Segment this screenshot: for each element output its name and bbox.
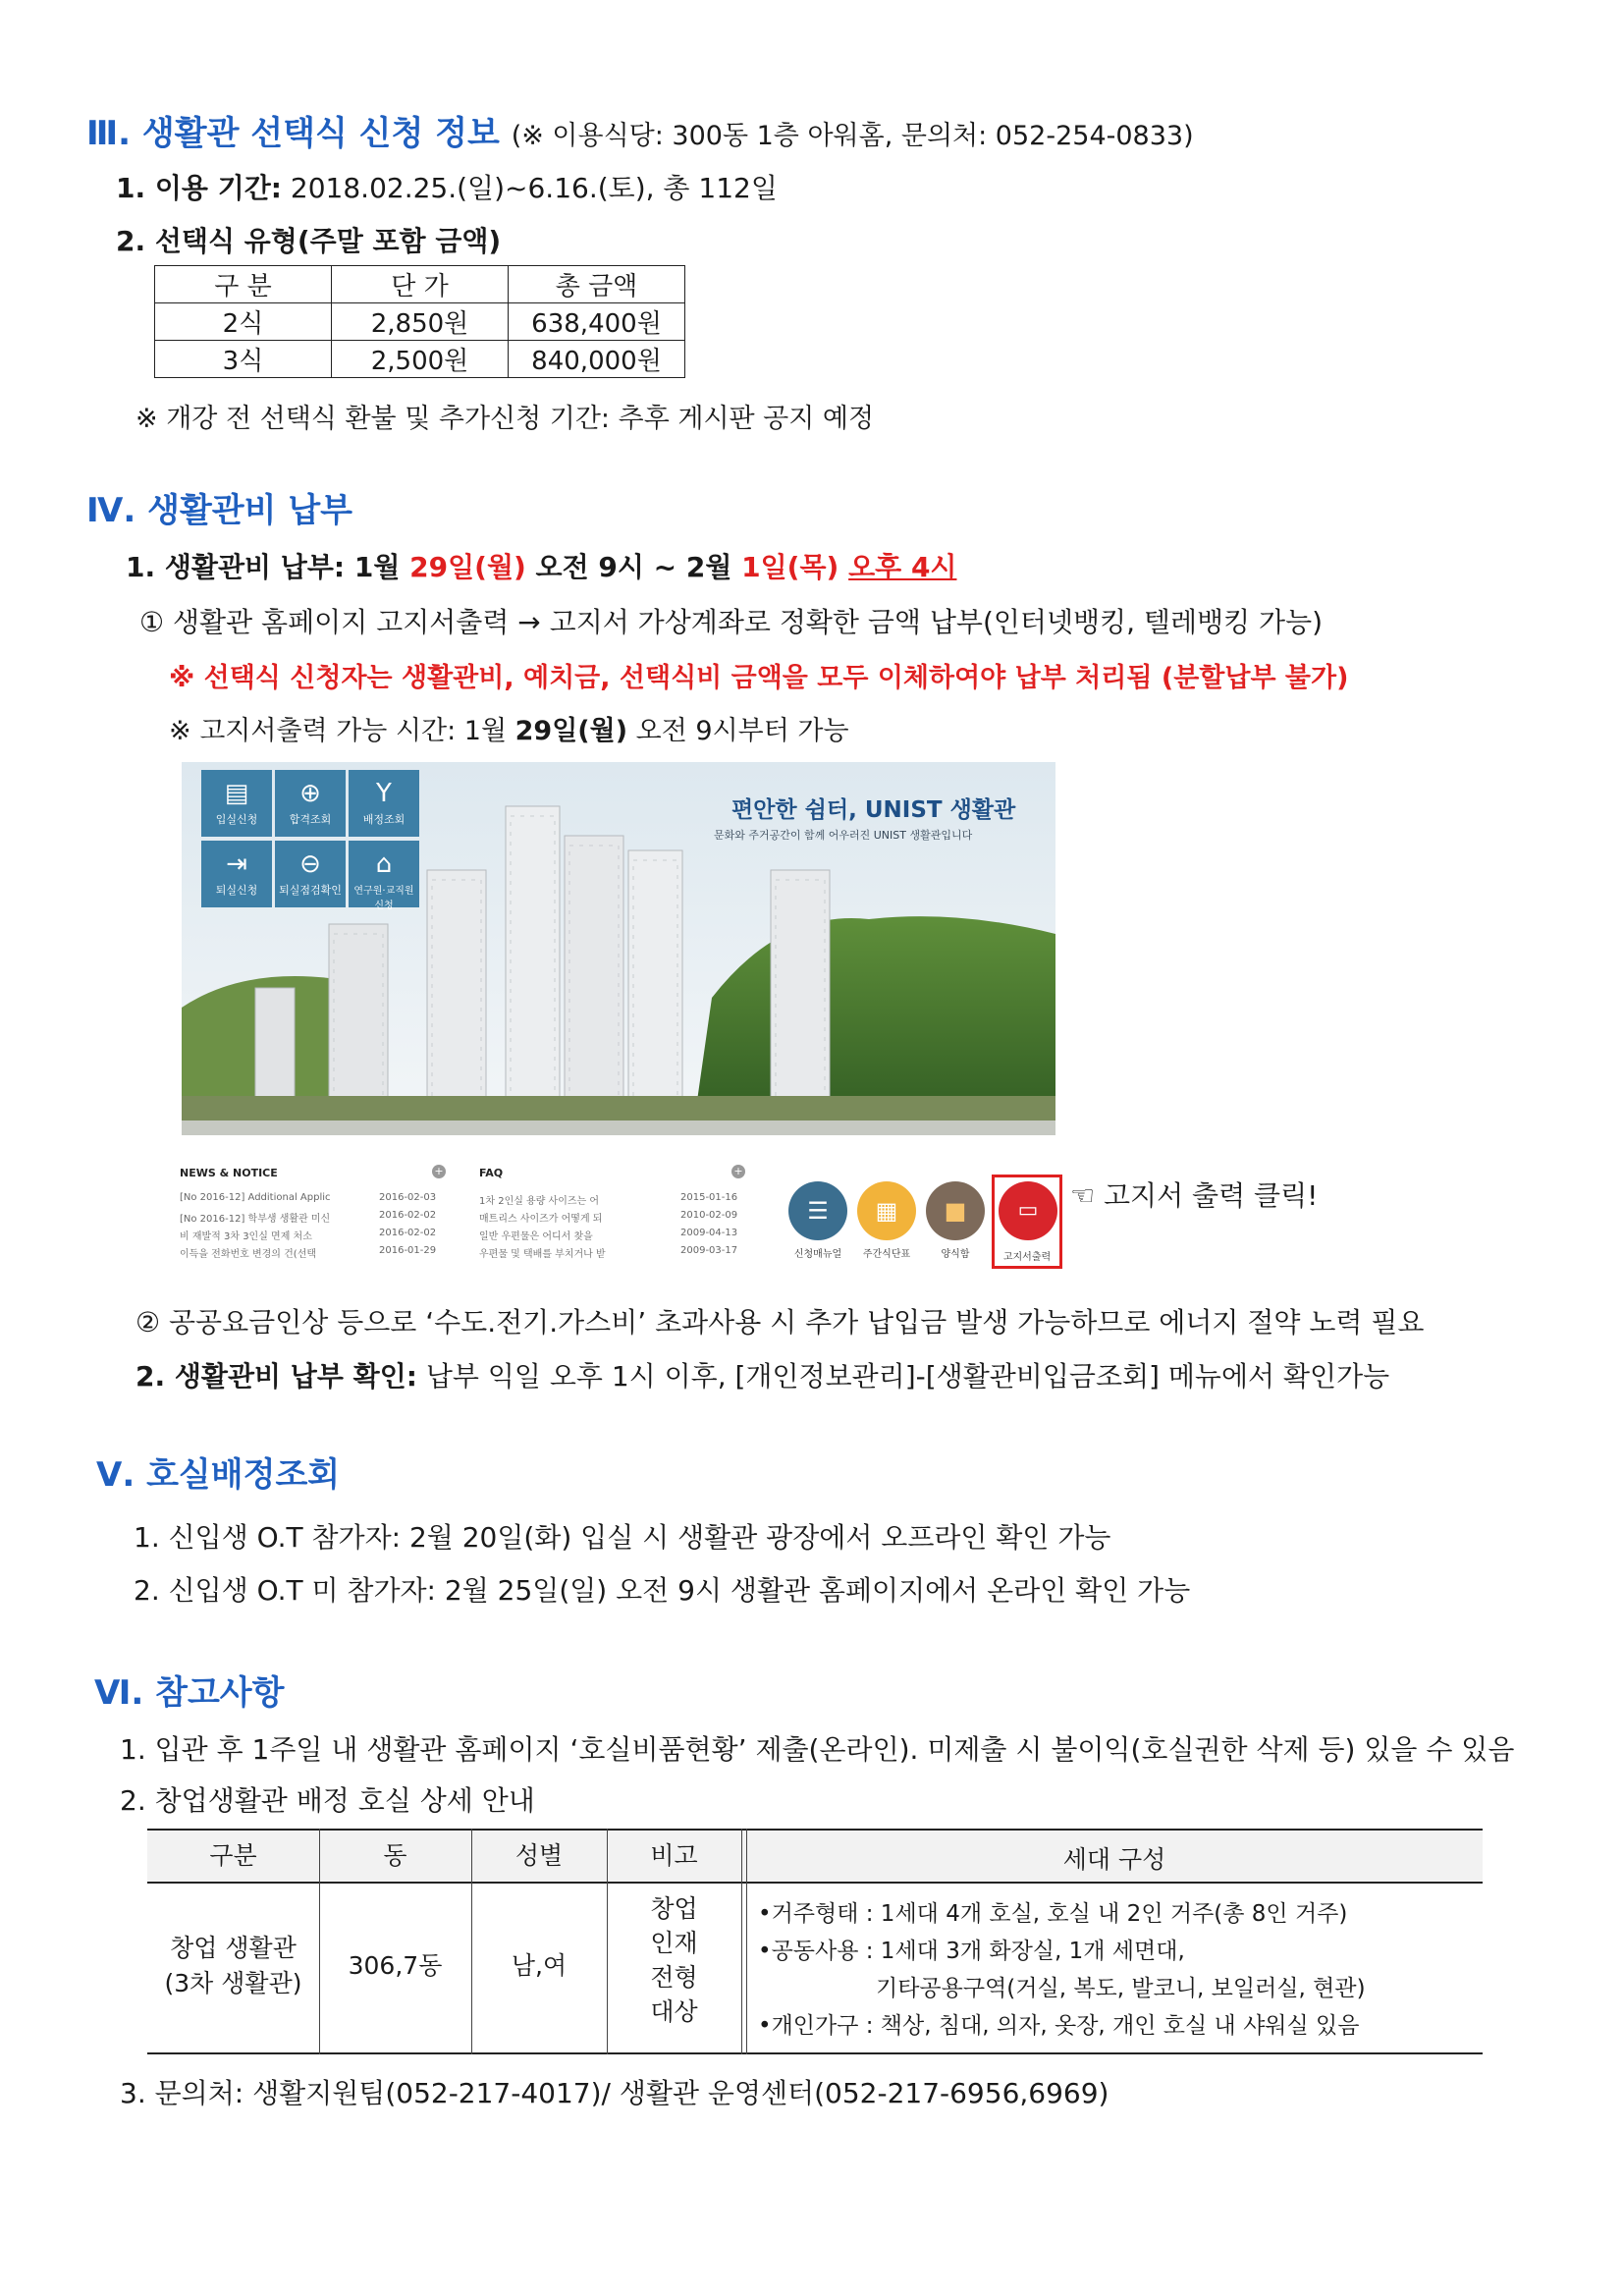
table-header-cell: 동 <box>383 1841 407 1870</box>
news-item-date: 2016-02-03 <box>379 1192 437 1203</box>
faq-item-date: 2009-03-17 <box>680 1245 738 1256</box>
plus-icon[interactable]: + <box>432 1165 446 1178</box>
section-3-title <box>86 106 1194 154</box>
section-6-title: Ⅵ. 참고사항 <box>94 1673 285 1713</box>
composition-line: •거주형태 : 1세대 4개 호실, 호실 내 2인 거주(총 8인 거주) <box>758 1901 1348 1927</box>
payment-period-label: 1. 생활관비 납부: 1월 <box>126 551 410 583</box>
news-item[interactable] <box>180 1192 331 1203</box>
composition-line: •개인가구 : 책상, 침대, 의자, 옷장, 개인 호실 내 샤워실 있음 <box>758 2013 1360 2039</box>
composition-line: •공동사용 : 1세대 3개 화장실, 1개 세면대, <box>758 1939 1185 1964</box>
bill-print-time-label: ※ 고지서출력 가능 시간: 1월 <box>169 716 515 746</box>
table-cell: 638,400원 <box>509 303 685 341</box>
dorm-building: 306,7동 <box>348 1951 443 1980</box>
table-bottom-rule <box>147 2052 1483 2054</box>
dorm-name-sub: (3차 생활관) <box>164 1969 302 1997</box>
click-note: ☜ 고지서 출력 클릭! <box>1070 1179 1319 1212</box>
payment-confirm <box>135 1355 1389 1394</box>
faq-item[interactable] <box>479 1192 599 1207</box>
payment-method: ① 생활관 홈페이지 고지서출력 → 고지서 가상계좌로 정확한 금액 납부(인터넷뱅킹, 텔레뱅킹 가능) <box>139 606 1324 638</box>
tile-label: 연구원·교직원 신청 <box>353 886 414 911</box>
payment-period <box>126 546 956 585</box>
table-cell: 2식 <box>155 303 332 341</box>
payment-warning: ※ 선택식 신청자는 생활관비, 예치금, 선택식비 금액을 모두 이체하여야 납부 처리됨 (분할납부 불가) <box>169 663 1349 693</box>
table-header-cell: 단 가 <box>332 266 509 303</box>
manual-icon: ☰ <box>807 1197 829 1225</box>
circle-label: 양식함 <box>941 1249 970 1260</box>
faq-item-title: 일반 우편물은 어디서 찾을 <box>479 1231 593 1242</box>
refund-note: ※ 개강 전 선택식 환불 및 추가신청 기간: 추후 게시판 공지 예정 <box>135 404 875 434</box>
table-header-cell: 총 금액 <box>509 266 685 303</box>
payment-period-mid: 오전 9시 ~ 2월 <box>525 551 742 583</box>
faq-item-title: 우편물 및 택배를 부치거나 받 <box>479 1249 606 1260</box>
payment-confirm-value: 납부 익일 오후 1시 이후, [개인정보관리]-[생활관비입금조회] 메뉴에서 확인가능 <box>416 1360 1390 1393</box>
faq-item-title: 1차 2인실 용량 사이즈는 어 <box>479 1196 600 1207</box>
news-item-date: 2016-02-02 <box>379 1228 437 1238</box>
calendar-icon: ▦ <box>875 1197 898 1225</box>
homepage-tagline: 문화와 주거공간이 함께 어우러진 UNIST 생활관입니다 <box>714 829 973 842</box>
tile-check-in-apply[interactable] <box>201 770 272 837</box>
circle-label: 고지서출력 <box>1002 1252 1052 1263</box>
table-cell: 2,500원 <box>332 341 509 378</box>
startup-dorm-heading: 2. 창업생활관 배정 호실 상세 안내 <box>120 1784 535 1817</box>
dorm-name: 창업 생활관 <box>170 1934 297 1962</box>
dormitory-homepage-screenshot <box>182 762 1055 1135</box>
news-item-date: 2016-01-29 <box>379 1245 437 1256</box>
ot-nonparticipant-note: 2. 신입생 O.T 미 참가자: 2월 25일(일) 오전 9시 생활관 홈페이지에서 온라인 확인 가능 <box>134 1574 1191 1607</box>
menu-button[interactable] <box>857 1181 916 1240</box>
payment-spacer <box>839 551 848 583</box>
composition-line: 기타공용구역(거실, 복도, 발코니, 보일러실, 현관) <box>876 1976 1366 2001</box>
payment-end-time: 오후 4시 <box>848 551 957 583</box>
payment-confirm-label: 2. 생활관비 납부 확인: <box>135 1360 417 1393</box>
usage-period-label: 1. 이용 기간: <box>116 172 283 204</box>
usage-period-value: 2018.02.25.(일)~6.16.(토), 총 112일 <box>282 172 778 204</box>
table-header-cell: 세대 구성 <box>1062 1845 1166 1874</box>
faq-item-date: 2010-02-09 <box>680 1210 738 1221</box>
news-item-title: [No 2016-12] Additional Applic <box>180 1192 331 1203</box>
tile-check-out-apply[interactable] <box>201 841 272 907</box>
tile-label: 퇴실점검확인 <box>279 884 342 897</box>
box-icon: ■ <box>944 1197 967 1225</box>
table-header-cell: 성별 <box>514 1841 564 1870</box>
table-row <box>155 303 685 341</box>
exit-door-icon: ⇥ <box>226 849 247 879</box>
news-item[interactable] <box>180 1245 316 1260</box>
bill-print-highlight[interactable] <box>992 1175 1062 1269</box>
section-4-title: Ⅳ. 생활관비 납부 <box>86 491 353 530</box>
document-icon: ▤ <box>224 779 249 808</box>
manual-button[interactable] <box>788 1181 847 1240</box>
contact-info: 3. 문의처: 생활지원팀(052-217-4017)/ 생활관 운영센터(052-217-6956,6969) <box>120 2077 1109 2109</box>
table-row <box>155 341 685 378</box>
plus-icon[interactable]: + <box>731 1165 745 1178</box>
circle-label: 주간식단표 <box>862 1249 911 1260</box>
dorm-note-line: 인재 <box>650 1929 698 1957</box>
table-header-cell: 비고 <box>650 1841 698 1870</box>
section-3-heading: Ⅲ. 생활관 선택식 신청 정보 <box>86 114 500 153</box>
table-header-row <box>155 266 685 303</box>
printer-icon: ▭ <box>1017 1198 1039 1223</box>
table-cell: 840,000원 <box>509 341 685 378</box>
tile-label: 배정조회 <box>362 813 406 826</box>
meal-price-table <box>154 265 685 378</box>
usage-period <box>116 167 778 206</box>
faq-item[interactable] <box>479 1210 602 1225</box>
payment-start-date: 29일(월) <box>409 551 526 583</box>
tile-label: 입실신청 <box>215 813 258 826</box>
bill-print-button[interactable] <box>999 1181 1057 1240</box>
table-top-rule <box>147 1829 1483 1831</box>
news-faq-strip <box>175 1159 754 1277</box>
faq-item-date: 2015-01-16 <box>680 1192 738 1203</box>
dorm-note-line: 창업 <box>650 1894 698 1923</box>
faq-item[interactable] <box>479 1245 606 1260</box>
tile-acceptance-check[interactable] <box>275 770 346 837</box>
payment-end-date: 1일(목) <box>741 551 839 583</box>
news-item[interactable] <box>180 1210 330 1225</box>
news-item[interactable] <box>180 1228 312 1242</box>
inventory-submit-note: 1. 입관 후 1주일 내 생활관 홈페이지 ‘호실비품현황’ 제출(온라인). 미제출 시 불이익(호실권한 삭제 등) 있을 수 있음 <box>120 1733 1515 1766</box>
column-divider <box>741 1829 742 2054</box>
circle-label: 신청매뉴얼 <box>793 1249 842 1260</box>
magnifier-plus-icon: ⊕ <box>299 779 321 808</box>
table-header-cell: 구분 <box>209 1841 257 1870</box>
ot-participant-note: 1. 신입생 O.T 참가자: 2월 20일(화) 입실 시 생활관 광장에서 오프라인 확인 가능 <box>134 1521 1111 1554</box>
tile-label: 합격조회 <box>289 813 332 826</box>
forms-button[interactable] <box>926 1181 985 1240</box>
section-5-title: Ⅴ. 호실배정조회 <box>96 1455 341 1495</box>
faq-item-title: 매트리스 사이즈가 어떻게 되 <box>479 1214 603 1225</box>
bill-print-time-tail: 오전 9시부터 가능 <box>627 716 849 746</box>
dorm-note-line: 전형 <box>650 1963 698 1992</box>
building-icon: ⌂ <box>375 849 393 879</box>
tile-check-out-inspection[interactable] <box>275 841 346 907</box>
table-cell: 3식 <box>155 341 332 378</box>
meal-type-heading: 2. 선택식 유형(주말 포함 금액) <box>116 225 502 257</box>
table-cell: 2,850원 <box>332 303 509 341</box>
dorm-note-line: 대상 <box>650 1997 698 2026</box>
split-arrow-icon: Y <box>376 779 392 808</box>
faq-item[interactable] <box>479 1228 593 1242</box>
faq-item-date: 2009-04-13 <box>680 1228 738 1238</box>
news-item-title: 이득을 전화번호 변경의 건(선택 <box>180 1249 317 1260</box>
news-item-title: 비 재발적 3차 3인실 면제 처소 <box>180 1231 312 1242</box>
tile-assignment-check[interactable] <box>349 770 419 837</box>
faq-title: FAQ <box>479 1167 504 1179</box>
energy-saving-note: ② 공공요금인상 등으로 ‘수도.전기.가스비’ 초과사용 시 추가 납입금 발생 가능하므로 에너지 절약 노력 필요 <box>135 1306 1425 1339</box>
tile-staff-apply[interactable] <box>349 841 419 911</box>
magnifier-minus-icon: ⊖ <box>299 849 321 879</box>
bill-print-date: 29일(월) <box>514 716 628 746</box>
homepage-headline: 편안한 쉼터, UNIST 생활관 <box>731 797 1016 823</box>
table-header-cell: 구 분 <box>155 266 332 303</box>
bill-print-time <box>169 709 849 747</box>
tile-label: 퇴실신청 <box>215 884 258 897</box>
section-3-subtitle: (※ 이용식당: 300동 1층 아워홈, 문의처: 052-254-0833) <box>511 121 1194 151</box>
table-header-rule <box>147 1882 1483 1884</box>
dorm-gender: 남,여 <box>511 1951 568 1980</box>
news-title: NEWS & NOTICE <box>180 1167 278 1179</box>
startup-dorm-table <box>147 1829 1483 2054</box>
news-item-date: 2016-02-02 <box>379 1210 437 1221</box>
news-item-title: [No 2016-12] 학부생 생활관 미신 <box>180 1214 331 1225</box>
